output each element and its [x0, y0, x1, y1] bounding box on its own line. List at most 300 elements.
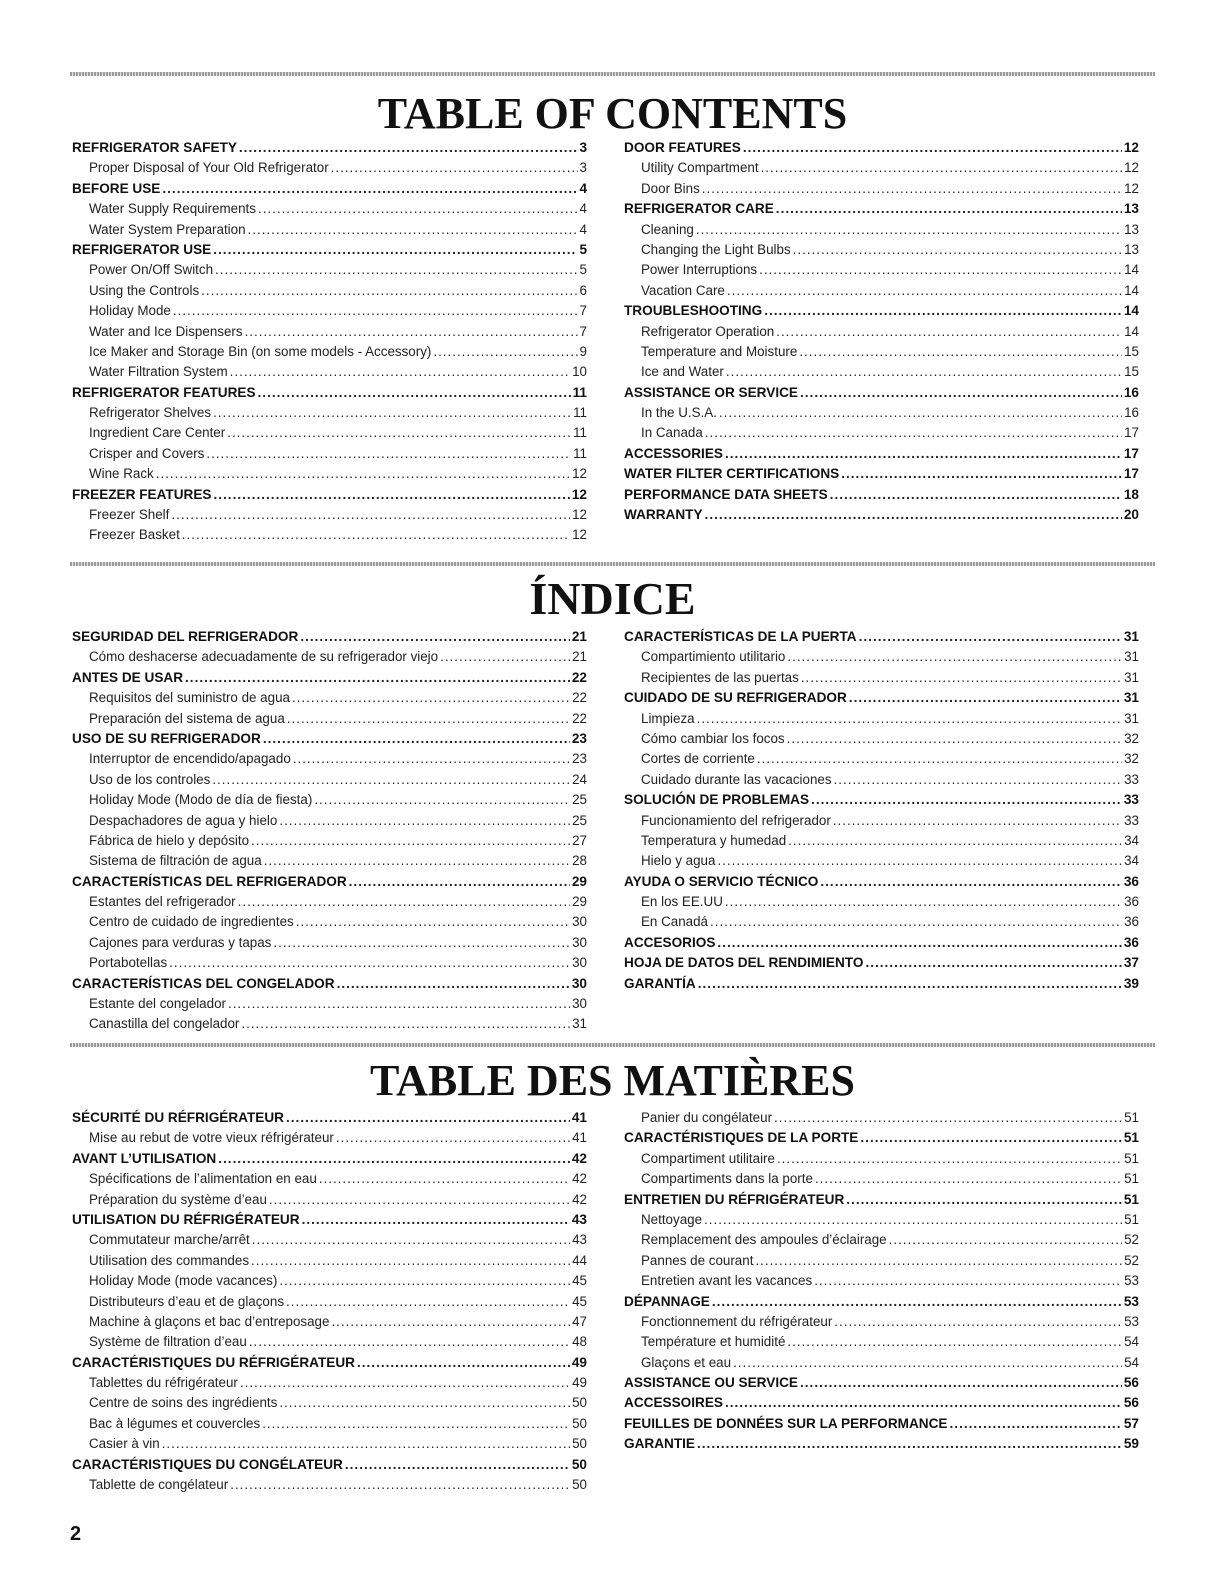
- toc-entry-title: Limpieza: [641, 710, 695, 726]
- dot-leader: [696, 220, 1122, 240]
- toc-entry-title: Fonctionnement du réfrigérateur: [641, 1313, 833, 1329]
- toc-subentry: [72, 1190, 587, 1210]
- toc-page-number: 32: [1124, 730, 1139, 746]
- toc-page-number: 25: [572, 792, 587, 808]
- dot-leader: [286, 1292, 570, 1312]
- toc-page-number: 50: [572, 1436, 587, 1452]
- toc-page-number: 3: [579, 160, 587, 176]
- dot-leader: [717, 933, 1121, 953]
- dot-leader: [725, 444, 1122, 464]
- toc-page-number: 50: [572, 1477, 587, 1493]
- dot-leader: [331, 1312, 570, 1332]
- toc-subentry: [624, 240, 1139, 260]
- toc-subentry: [624, 220, 1139, 240]
- dot-leader: [889, 1230, 1122, 1250]
- toc-entry-title: GARANTÍA: [624, 975, 696, 991]
- toc-page-number: 30: [571, 975, 587, 991]
- toc-heading-entry: [624, 974, 1139, 994]
- toc-page-number: 30: [572, 914, 587, 930]
- toc-entry-title: Water and Ice Dispensers: [89, 323, 243, 339]
- toc-page-number: 53: [1124, 1273, 1139, 1289]
- dot-leader: [865, 953, 1121, 973]
- toc-page-number: 11: [573, 445, 587, 461]
- toc-page-number: 49: [572, 1375, 587, 1391]
- toc-page-number: 15: [1124, 343, 1139, 359]
- dot-leader: [776, 199, 1122, 219]
- toc-page-number: 28: [572, 853, 587, 869]
- toc-page-number: 17: [1123, 445, 1139, 461]
- dot-leader: [185, 668, 570, 688]
- toc-entry-title: PERFORMANCE DATA SHEETS: [624, 486, 828, 502]
- dot-leader: [173, 301, 578, 321]
- dot-leader: [227, 423, 571, 443]
- toc-heading-entry: [72, 1353, 587, 1373]
- toc-subentry: [72, 831, 587, 851]
- toc-heading-entry: [72, 1149, 587, 1169]
- toc-subentry: [72, 1128, 587, 1148]
- toc-entry-title: Commutateur marche/arrêt: [89, 1232, 250, 1248]
- toc-entry-title: Hielo y agua: [641, 853, 716, 869]
- toc-heading-entry: [624, 1414, 1139, 1434]
- toc-page-number: 36: [1123, 934, 1139, 950]
- toc-page-number: 23: [572, 751, 587, 767]
- dot-leader: [292, 688, 570, 708]
- dot-leader: [228, 994, 570, 1014]
- toc-entry-title: USO DE SU REFRIGERADOR: [72, 730, 261, 746]
- toc-subentry: [72, 220, 587, 240]
- dot-leader: [314, 790, 570, 810]
- toc-subentry: [624, 403, 1139, 423]
- toc-entry-title: Despachadores de agua y hielo: [89, 812, 278, 828]
- toc-entry-title: FREEZER FEATURES: [72, 486, 212, 502]
- dot-leader: [433, 342, 577, 362]
- dot-leader: [801, 668, 1122, 688]
- dot-leader: [251, 831, 570, 851]
- toc-page-number: 50: [572, 1395, 587, 1411]
- dot-leader: [293, 749, 570, 769]
- dot-leader: [697, 1434, 1122, 1454]
- toc-entry-title: Cajones para verduras y tapas: [89, 934, 272, 950]
- toc-subentry: [72, 423, 587, 443]
- toc-entry-title: Spécifications de l’alimentation en eau: [89, 1171, 317, 1187]
- dot-leader: [757, 749, 1122, 769]
- toc-entry-title: CARACTÉRISTIQUES DE LA PORTE: [624, 1130, 859, 1146]
- dot-leader: [230, 362, 570, 382]
- top-divider: [70, 72, 1155, 76]
- toc-page-number: 44: [572, 1252, 587, 1268]
- english-left-column: [72, 138, 587, 546]
- toc-page-number: 7: [579, 303, 587, 319]
- toc-entry-title: Compartiment utilitaire: [641, 1150, 775, 1166]
- dot-leader: [171, 505, 570, 525]
- toc-subentry: [72, 1475, 587, 1495]
- toc-entry-title: Vacation Care: [641, 282, 725, 298]
- dot-leader: [218, 1149, 570, 1169]
- toc-entry-title: Power Interruptions: [641, 262, 758, 278]
- dot-leader: [764, 301, 1122, 321]
- toc-page-number: 33: [1124, 812, 1139, 828]
- toc-page-number: 13: [1124, 241, 1139, 257]
- dot-leader: [279, 811, 570, 831]
- toc-page-number: 9: [579, 343, 587, 359]
- dot-leader: [833, 811, 1122, 831]
- toc-page-number: 12: [1123, 140, 1139, 155]
- toc-page-number: 12: [572, 527, 587, 543]
- toc-heading-entry: [624, 1190, 1139, 1210]
- dot-leader: [287, 709, 570, 729]
- toc-entry-title: Nettoyage: [641, 1211, 703, 1227]
- toc-page-number: 16: [1123, 384, 1139, 400]
- toc-subentry: [72, 1292, 587, 1312]
- toc-page-number: 42: [571, 1150, 587, 1166]
- french-right-column: [624, 1108, 1139, 1455]
- toc-entry-title: Proper Disposal of Your Old Refrigerator: [89, 160, 329, 176]
- toc-subentry: [72, 525, 587, 545]
- dot-leader: [337, 974, 570, 994]
- dot-leader: [800, 1373, 1122, 1393]
- toc-entry-title: Fábrica de hielo y depósito: [89, 832, 250, 848]
- toc-page-number: 29: [572, 894, 587, 910]
- toc-subentry: [624, 1169, 1139, 1189]
- toc-page-number: 56: [1123, 1375, 1139, 1391]
- dot-leader: [950, 1414, 1122, 1434]
- dot-leader: [182, 525, 570, 545]
- dot-leader: [357, 1353, 570, 1373]
- dot-leader: [273, 933, 570, 953]
- toc-entry-title: En los EE.UU: [641, 894, 723, 910]
- toc-subentry: [624, 342, 1139, 362]
- dot-leader: [814, 1271, 1122, 1291]
- toc-subentry: [624, 668, 1139, 688]
- toc-entry-title: Door Bins: [641, 180, 700, 196]
- toc-entry-title: DÉPANNAGE: [624, 1293, 710, 1309]
- toc-entry-title: ENTRETIEN DU RÉFRIGÉRATEUR: [624, 1191, 845, 1207]
- toc-page-number: 52: [1124, 1232, 1139, 1248]
- dot-leader: [302, 1210, 570, 1230]
- toc-subentry: [624, 749, 1139, 769]
- toc-page-number: 4: [579, 221, 587, 237]
- toc-page-number: 4: [579, 180, 587, 196]
- toc-entry-title: WARRANTY: [624, 507, 703, 523]
- toc-entry-title: In Canada: [641, 425, 703, 441]
- toc-page-number: 41: [571, 1110, 587, 1125]
- toc-page-number: 22: [572, 690, 587, 706]
- toc-page-number: 51: [1124, 1211, 1139, 1227]
- toc-entry-title: Utilisation des commandes: [89, 1252, 250, 1268]
- toc-page-number: 43: [572, 1232, 587, 1248]
- toc-page-number: 14: [1124, 323, 1139, 339]
- toc-entry-title: SEGURIDAD DEL REFRIGERADOR: [72, 629, 299, 644]
- toc-subentry: [624, 158, 1139, 178]
- toc-entry-title: WATER FILTER CERTIFICATIONS: [624, 466, 840, 482]
- toc-page-number: 17: [1123, 466, 1139, 482]
- toc-page-number: 42: [572, 1191, 587, 1207]
- toc-subentry: [72, 851, 587, 871]
- toc-heading-entry: [624, 688, 1139, 708]
- toc-page-number: 12: [1124, 160, 1139, 176]
- toc-heading-entry: [72, 138, 587, 158]
- spanish-left-column: [72, 627, 587, 1035]
- toc-subentry: [624, 1353, 1139, 1373]
- toc-page-number: 13: [1124, 221, 1139, 237]
- toc-page-number: 42: [572, 1171, 587, 1187]
- dot-leader: [230, 1475, 570, 1495]
- toc-heading-entry: [72, 1455, 587, 1475]
- dot-leader: [336, 1128, 570, 1148]
- toc-subentry: [72, 1373, 587, 1393]
- toc-subentry: [624, 709, 1139, 729]
- toc-page-number: 36: [1123, 873, 1139, 889]
- toc-heading-entry: [72, 1108, 587, 1128]
- toc-page-number: 31: [1123, 690, 1139, 706]
- toc-heading-entry: [624, 199, 1139, 219]
- toc-subentry: [72, 790, 587, 810]
- toc-entry-title: Uso de los controles: [89, 771, 211, 787]
- dot-leader: [279, 1393, 570, 1413]
- toc-entry-title: Préparation du système d’eau: [89, 1191, 267, 1207]
- toc-page-number: 36: [1124, 894, 1139, 910]
- dot-leader: [252, 1230, 570, 1250]
- section-title-french: TABLE DES MATIÈRES: [370, 1056, 855, 1105]
- toc-page-number: 7: [579, 323, 587, 339]
- toc-subentry: [624, 179, 1139, 199]
- toc-subentry: [624, 770, 1139, 790]
- toc-entry-title: Holiday Mode (Modo de día de fiesta): [89, 792, 313, 808]
- toc-subentry: [624, 1108, 1139, 1128]
- divider-spanish: [70, 562, 1155, 566]
- toc-heading-entry: [624, 627, 1139, 647]
- toc-page-number: 31: [1123, 629, 1139, 644]
- dot-leader: [213, 240, 577, 260]
- toc-entry-title: Système de filtration d’eau: [89, 1334, 247, 1350]
- toc-page-number: 5: [579, 262, 587, 278]
- divider-french: [70, 1043, 1155, 1047]
- toc-entry-title: Power On/Off Switch: [89, 262, 214, 278]
- toc-subentry: [624, 423, 1139, 443]
- dot-leader: [725, 1393, 1122, 1413]
- toc-page-number: 41: [572, 1130, 587, 1146]
- page-number: 2: [70, 1523, 82, 1545]
- toc-entry-title: Ingredient Care Center: [89, 425, 226, 441]
- toc-page-number: 56: [1123, 1395, 1139, 1411]
- toc-subentry: [624, 1149, 1139, 1169]
- toc-entry-title: SÉCURITÉ DU RÉFRIGÉRATEUR: [72, 1110, 284, 1125]
- toc-subentry: [72, 301, 587, 321]
- dot-leader: [800, 383, 1122, 403]
- toc-subentry: [72, 892, 587, 912]
- toc-subentry: [72, 749, 587, 769]
- toc-entry-title: Temperatura y humedad: [641, 832, 787, 848]
- toc-subentry: [72, 505, 587, 525]
- dot-leader: [697, 709, 1123, 729]
- toc-subentry: [72, 912, 587, 932]
- toc-heading-entry: [624, 1292, 1139, 1312]
- toc-entry-title: Recipientes de las puertas: [641, 669, 799, 685]
- toc-subentry: [72, 342, 587, 362]
- toc-page-number: 47: [572, 1313, 587, 1329]
- toc-entry-title: Temperature and Moisture: [641, 343, 798, 359]
- dot-leader: [834, 1312, 1122, 1332]
- toc-entry-title: Distributeurs d’eau et de glaçons: [89, 1293, 285, 1309]
- toc-subentry: [624, 260, 1139, 280]
- toc-heading-entry: [624, 444, 1139, 464]
- toc-entry-title: Ice Maker and Storage Bin (on some models - Accessory): [89, 343, 432, 359]
- toc-entry-title: SOLUCIÓN DE PROBLEMAS: [624, 792, 810, 808]
- dot-leader: [830, 485, 1122, 505]
- toc-subentry: [624, 1230, 1139, 1250]
- toc-page-number: 31: [1124, 710, 1139, 726]
- dot-leader: [733, 1353, 1122, 1373]
- toc-heading-entry: [624, 138, 1139, 158]
- dot-leader: [241, 1014, 570, 1034]
- toc-page-number: 22: [572, 710, 587, 726]
- toc-entry-title: CARACTÉRISTIQUES DU RÉFRIGÉRATEUR: [72, 1354, 355, 1370]
- toc-page-number: 34: [1124, 832, 1139, 848]
- toc-page-number: 29: [571, 873, 587, 889]
- toc-entry-title: Water Supply Requirements: [89, 201, 256, 217]
- dot-leader: [698, 974, 1122, 994]
- dot-leader: [820, 872, 1122, 892]
- dot-leader: [349, 872, 570, 892]
- toc-heading-entry: [72, 668, 587, 688]
- toc-subentry: [72, 811, 587, 831]
- toc-page-number: 3: [579, 140, 587, 155]
- toc-subentry: [624, 1332, 1139, 1352]
- toc-subentry: [72, 362, 587, 382]
- toc-page-number: 50: [572, 1415, 587, 1431]
- toc-page-number: 25: [572, 812, 587, 828]
- toc-entry-title: Freezer Basket: [89, 527, 180, 543]
- dot-leader: [331, 158, 578, 178]
- toc-entry-title: Refrigerator Operation: [641, 323, 775, 339]
- toc-subentry: [72, 158, 587, 178]
- toc-page-number: 16: [1124, 405, 1139, 421]
- toc-subentry: [72, 647, 587, 667]
- toc-subentry: [624, 831, 1139, 851]
- toc-page-number: 54: [1124, 1334, 1139, 1350]
- dot-leader: [815, 1169, 1122, 1189]
- toc-heading-entry: [624, 485, 1139, 505]
- dot-leader: [249, 1332, 570, 1352]
- dot-leader: [263, 729, 570, 749]
- toc-page-number: 59: [1123, 1436, 1139, 1452]
- toc-subentry: [72, 1230, 587, 1250]
- toc-entry-title: REFRIGERATOR FEATURES: [72, 384, 256, 400]
- toc-page-number: 27: [572, 832, 587, 848]
- toc-page-number: 49: [571, 1354, 587, 1370]
- toc-entry-title: CARACTERÍSTICAS DEL CONGELADOR: [72, 975, 335, 991]
- toc-subentry: [624, 1210, 1139, 1230]
- toc-page-number: 52: [1124, 1252, 1139, 1268]
- toc-page-number: 31: [1124, 669, 1139, 685]
- toc-heading-entry: [72, 627, 587, 647]
- dot-leader: [215, 260, 578, 280]
- dot-leader: [705, 423, 1122, 443]
- toc-entry-title: Funcionamiento del refrigerador: [641, 812, 831, 828]
- toc-entry-title: Glaçons et eau: [641, 1354, 732, 1370]
- toc-entry-title: AVANT L’UTILISATION: [72, 1150, 217, 1166]
- toc-heading-entry: [72, 1210, 587, 1230]
- toc-subentry: [72, 1312, 587, 1332]
- dot-leader: [162, 179, 577, 199]
- toc-entry-title: Estantes del refrigerador: [89, 894, 236, 910]
- toc-entry-title: Changing the Light Bulbs: [641, 241, 791, 257]
- toc-entry-title: Requisitos del suministro de agua: [89, 690, 290, 706]
- dot-leader: [788, 831, 1122, 851]
- toc-page-number: 54: [1124, 1354, 1139, 1370]
- toc-entry-title: REFRIGERATOR SAFETY: [72, 140, 237, 155]
- toc-page-number: 12: [572, 507, 587, 523]
- toc-entry-title: CARACTÉRISTIQUES DU CONGÉLATEUR: [72, 1456, 343, 1472]
- toc-entry-title: Bac à légumes et couvercles: [89, 1415, 261, 1431]
- toc-page-number: 53: [1124, 1313, 1139, 1329]
- toc-heading-entry: [624, 872, 1139, 892]
- toc-subentry: [624, 1251, 1139, 1271]
- toc-page-number: 39: [1123, 975, 1139, 991]
- toc-page-number: 4: [579, 201, 587, 217]
- toc-entry-title: AYUDA O SERVICIO TÉCNICO: [624, 873, 819, 889]
- dot-leader: [702, 179, 1122, 199]
- dot-leader: [240, 1373, 570, 1393]
- toc-subentry: [72, 199, 587, 219]
- toc-subentry: [624, 1312, 1139, 1332]
- toc-heading-entry: [624, 464, 1139, 484]
- toc-entry-title: Portabotellas: [89, 955, 168, 971]
- dot-leader: [755, 1251, 1122, 1271]
- toc-subentry: [624, 647, 1139, 667]
- toc-subentry: [72, 933, 587, 953]
- dot-leader: [841, 464, 1122, 484]
- toc-heading-entry: [624, 1393, 1139, 1413]
- dot-leader: [787, 1332, 1122, 1352]
- toc-page-number: 36: [1124, 914, 1139, 930]
- toc-entry-title: Remplacement des ampoules d’éclairage: [641, 1232, 887, 1248]
- toc-entry-title: ACCESSORIES: [624, 445, 723, 461]
- toc-page-number: 30: [572, 955, 587, 971]
- toc-page-number: 22: [571, 669, 587, 685]
- dot-leader: [162, 1434, 570, 1454]
- dot-leader: [793, 240, 1122, 260]
- toc-page-number: 23: [571, 730, 587, 746]
- dot-leader: [279, 1271, 570, 1291]
- french-left-column: [72, 1108, 587, 1495]
- toc-entry-title: Cortes de corriente: [641, 751, 755, 767]
- toc-heading-entry: [72, 872, 587, 892]
- toc-heading-entry: [624, 505, 1139, 525]
- toc-subentry: [72, 1414, 587, 1434]
- toc-entry-title: Water System Preparation: [89, 221, 246, 237]
- toc-entry-title: Cómo cambiar los focos: [641, 730, 785, 746]
- dot-leader: [849, 688, 1122, 708]
- toc-heading-entry: [624, 790, 1139, 810]
- toc-entry-title: Canastilla del congelador: [89, 1016, 240, 1032]
- dot-leader: [761, 158, 1123, 178]
- toc-entry-title: ANTES DE USAR: [72, 669, 184, 685]
- toc-page-number: 30: [572, 996, 587, 1012]
- dot-leader: [774, 1108, 1122, 1128]
- toc-page-number: 51: [1123, 1130, 1139, 1146]
- toc-page-number: 12: [572, 466, 587, 482]
- toc-page-number: 6: [579, 282, 587, 298]
- toc-subentry: [624, 362, 1139, 382]
- toc-entry-title: Sistema de filtración de agua: [89, 853, 262, 869]
- toc-heading-entry: [624, 1128, 1139, 1148]
- toc-subentry: [72, 1014, 587, 1034]
- toc-entry-title: Refrigerator Shelves: [89, 405, 212, 421]
- toc-page-number: 15: [1124, 364, 1139, 380]
- toc-page-number: 51: [1124, 1110, 1139, 1125]
- toc-page-number: 11: [573, 425, 587, 441]
